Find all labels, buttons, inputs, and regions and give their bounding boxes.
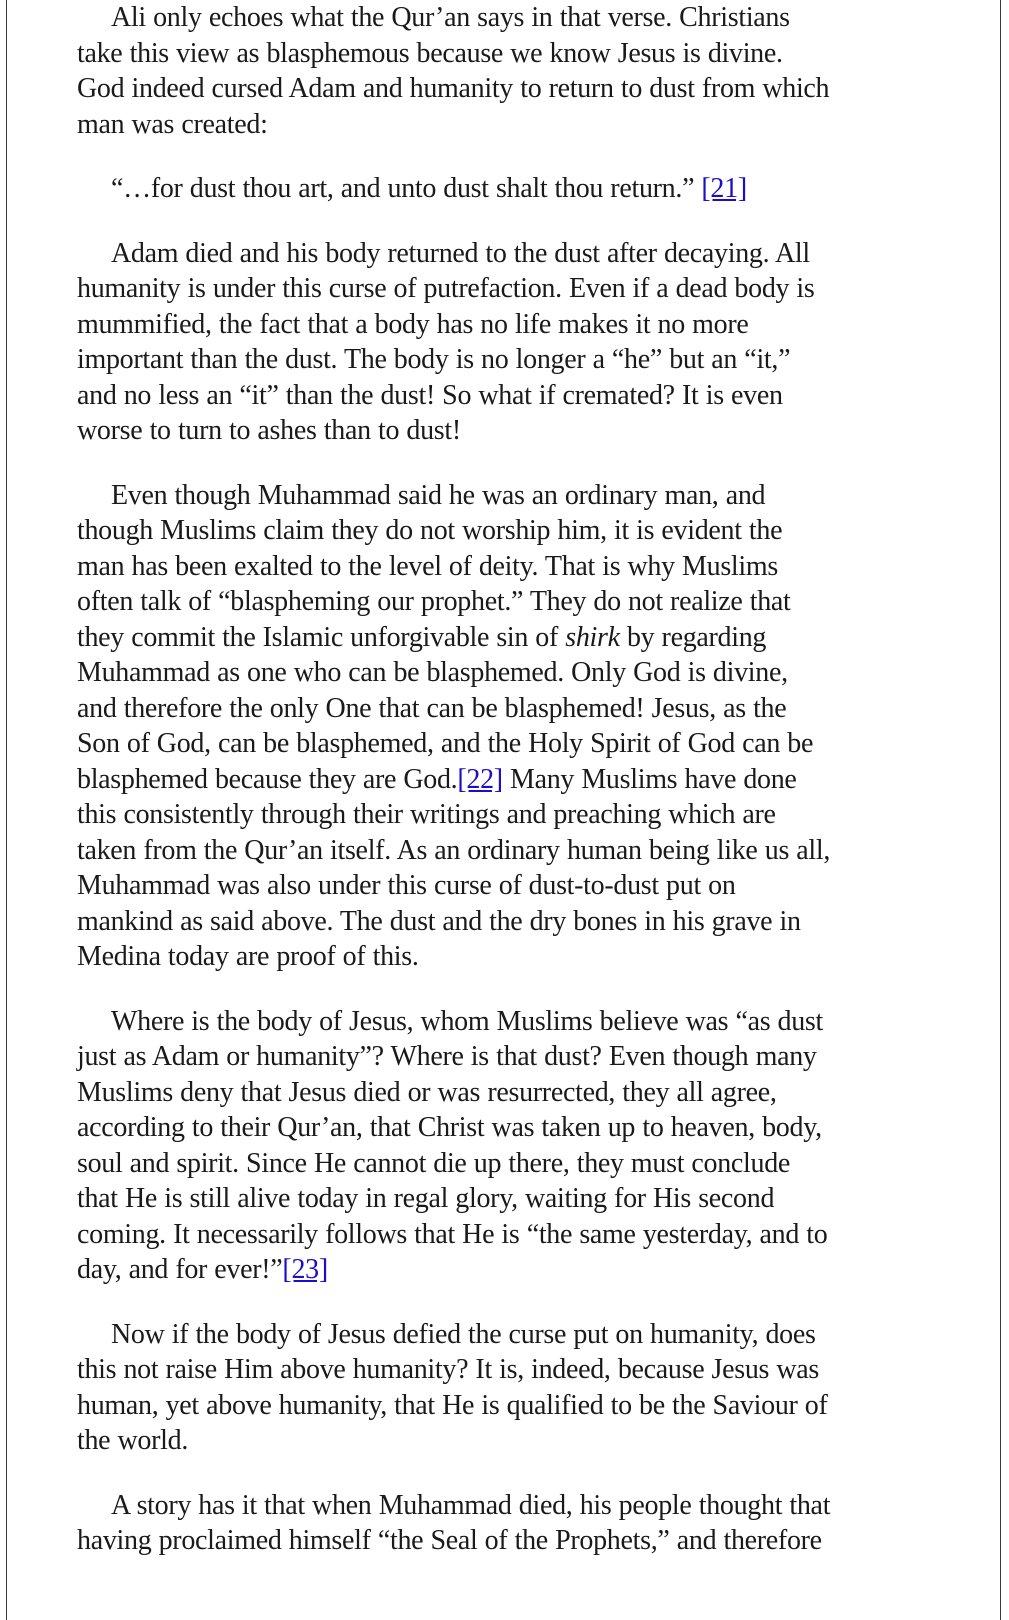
text-line: Medina today are proof of this. xyxy=(77,941,419,972)
text-line xyxy=(77,762,927,798)
text-line: God indeed cursed Adam and humanity to return to dust from which xyxy=(77,73,830,104)
text-line: the world. xyxy=(77,1425,189,1456)
text-line: though Muslims claim they do not worship him, it is evident the xyxy=(77,515,783,546)
text-line: according to their Qur’an, that Christ was taken up to heaven, body, xyxy=(77,1112,822,1143)
text-line: take this view as blasphemous because we know Jesus is divine. xyxy=(77,37,783,69)
text-line: Muhammad was also under this curse of dust-to-dust put on xyxy=(77,870,736,901)
text-line: and no less an “it” than the dust! So what if cremated? It is even xyxy=(77,379,783,411)
footnote-link-23[interactable]: [23] xyxy=(282,1254,328,1285)
text-line: and therefore the only One that can be blasphemed! Jesus, as the xyxy=(77,692,787,724)
text-line: having proclaimed himself “the Seal of the Prophets,” and therefore xyxy=(77,1525,822,1556)
document-body xyxy=(77,0,927,1588)
text-line xyxy=(77,620,927,656)
text-line: Now if the body of Jesus defied the curse put on humanity, does xyxy=(111,1318,816,1350)
paragraph-6 xyxy=(77,1317,927,1459)
text-segment: day, and for ever!” xyxy=(77,1254,283,1285)
scripture-quote xyxy=(77,171,927,207)
text-line: this consistently through their writings and preaching which are xyxy=(77,799,776,830)
paragraph-1 xyxy=(77,0,927,142)
text-line: Where is the body of Jesus, whom Muslims believe was “as dust xyxy=(111,1005,823,1037)
text-line: man was created: xyxy=(77,108,268,140)
text-line: this not raise Him above humanity? It is, indeed, because Jesus was xyxy=(77,1354,820,1385)
text-segment: by regarding xyxy=(619,621,767,653)
text-line: soul and spirit. Since He cannot die up there, they must conclude xyxy=(77,1147,791,1179)
text-line: important than the dust. The body is no longer a “he” but an “it,” xyxy=(77,344,791,375)
text-line xyxy=(77,1252,927,1288)
paragraph-3 xyxy=(77,236,927,449)
text-line: Ali only echoes what the Qur’an says in that verse. Christians xyxy=(111,2,790,33)
text-line: man has been exalted to the level of deity. That is why Muslims xyxy=(77,550,778,582)
text-line: Muhammad as one who can be blasphemed. Only God is divine, xyxy=(77,657,788,688)
text-line: coming. It necessarily follows that He is “the same yesterday, and to xyxy=(77,1218,828,1250)
text-line: A story has it that when Muhammad died, his people thought that xyxy=(111,1489,831,1521)
quote-text: “…for dust thou art, and unto dust shalt thou return.” xyxy=(111,173,702,204)
text-line: worse to turn to ashes than to dust! xyxy=(77,415,461,446)
text-line: that He is still alive today in regal glory, waiting for His second xyxy=(77,1183,775,1214)
text-line: taken from the Qur’an itself. As an ordinary human being like us all, xyxy=(77,834,831,866)
text-segment: blasphemed because they are God. xyxy=(77,763,458,795)
text-segment: Many Muslims have done xyxy=(502,763,797,795)
text-line: Adam died and his body returned to the dust after decaying. All xyxy=(111,237,810,269)
text-line: Muslims deny that Jesus died or was resurrected, they all agree, xyxy=(77,1076,777,1108)
paragraph-4 xyxy=(77,478,927,975)
paragraph-7 xyxy=(77,1488,927,1559)
text-segment: they commit the Islamic unforgivable sin of xyxy=(77,621,566,653)
text-line: just as Adam or humanity”? Where is that dust? Even though many xyxy=(77,1041,817,1072)
paragraph-5 xyxy=(77,1004,927,1288)
text-line: humanity is under this curse of putrefaction. Even if a dead body is xyxy=(77,273,815,304)
emphasis-shirk: shirk xyxy=(565,621,620,653)
text-line: Son of God, can be blasphemed, and the Holy Spirit of God can be xyxy=(77,728,814,759)
text-line: human, yet above humanity, that He is qualified to be the Saviour of xyxy=(77,1389,828,1421)
text-line: mankind as said above. The dust and the dry bones in his grave in xyxy=(77,905,801,937)
text-line: often talk of “blaspheming our prophet.” They do not realize that xyxy=(77,586,791,617)
footnote-link-21[interactable]: [21] xyxy=(701,173,747,204)
text-line: mummified, the fact that a body has no life makes it no more xyxy=(77,308,749,340)
text-line: Even though Muhammad said he was an ordinary man, and xyxy=(111,479,766,511)
footnote-link-22[interactable]: [22] xyxy=(457,763,503,795)
